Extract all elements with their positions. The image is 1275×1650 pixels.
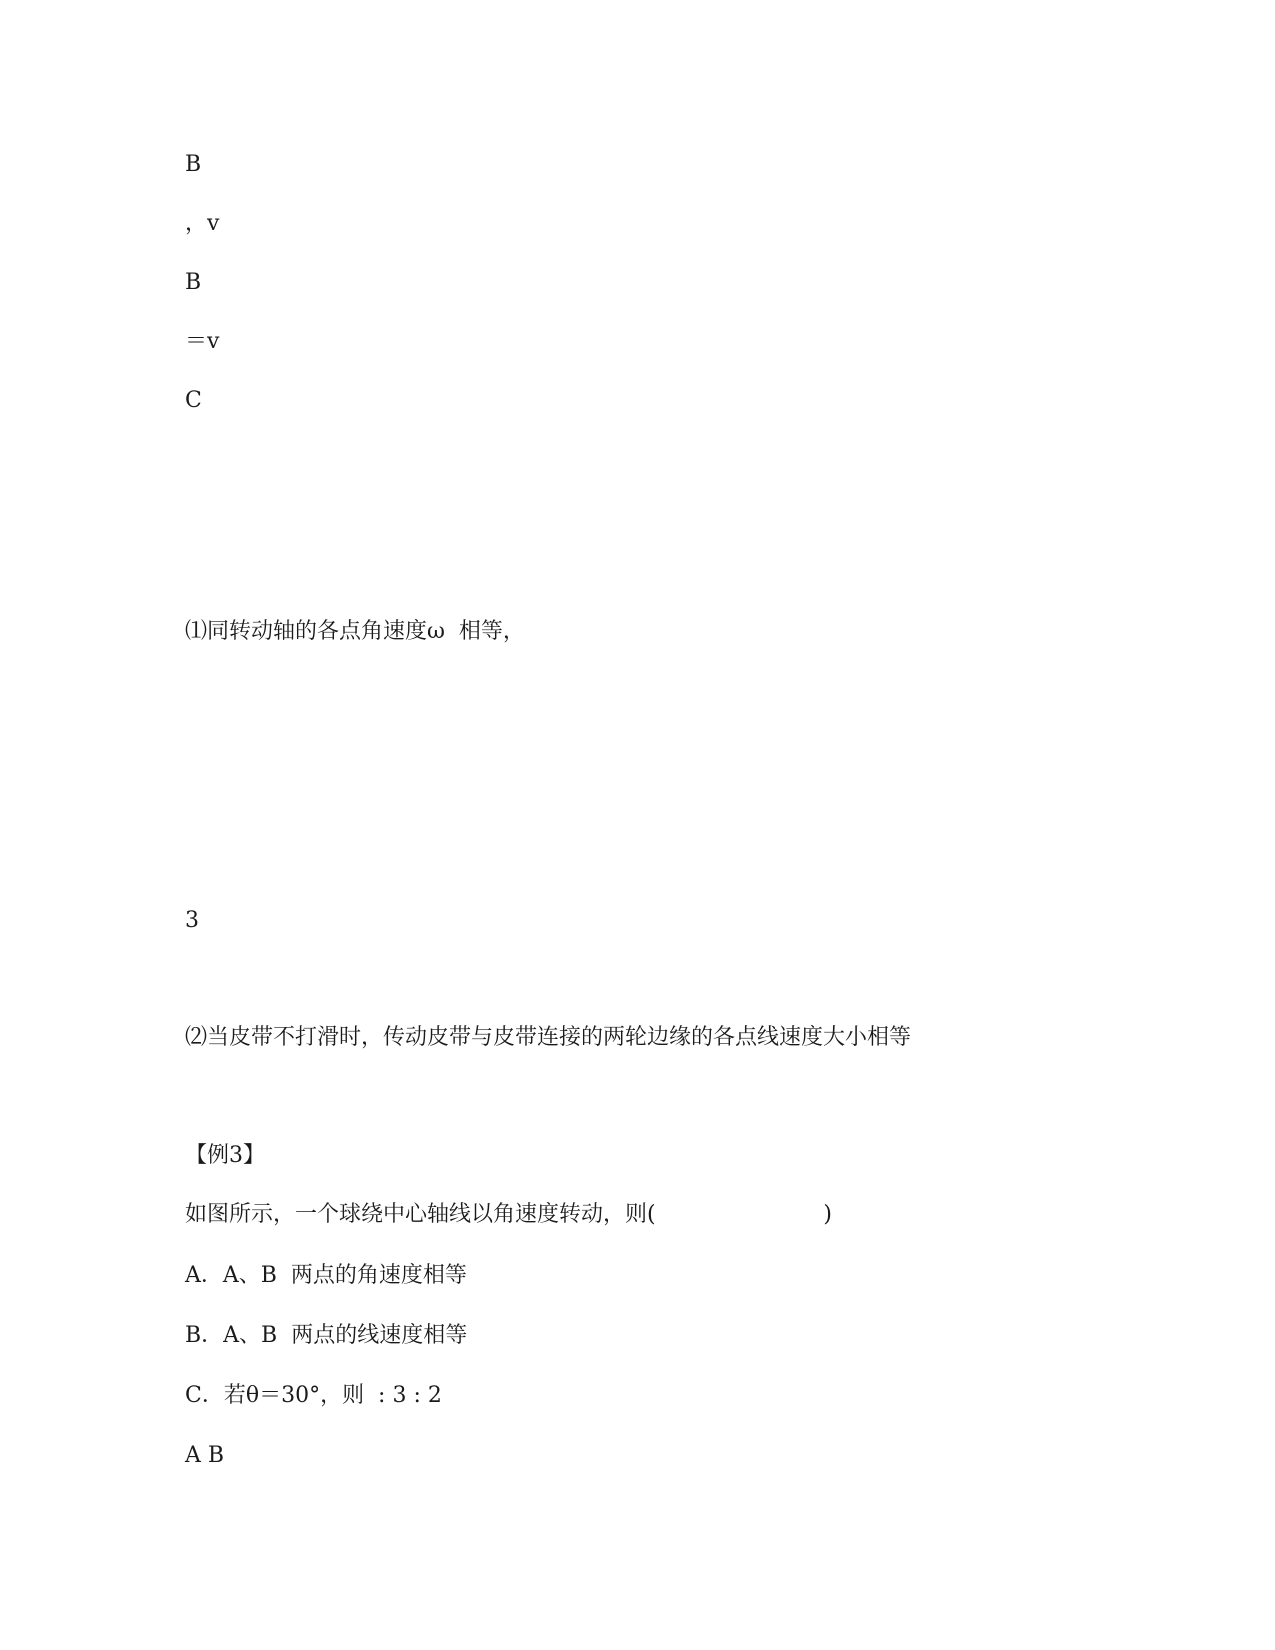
point-2-belt: ⑵当皮带不打滑时，传动皮带与皮带连接的两轮边缘的各点线速度大小相等 — [185, 1025, 912, 1050]
text-line-c: C — [185, 388, 202, 413]
example-heading: 【例3】 — [185, 1143, 265, 1168]
text-line-b-2: B — [185, 270, 202, 295]
option-c: C．若θ＝30°，则 : 3 : 2 — [185, 1383, 442, 1408]
text-line-equals-v: ＝v — [185, 329, 220, 354]
option-a: A．A、B 两点的角速度相等 — [185, 1263, 467, 1288]
text-line-comma-v: ，v — [185, 211, 220, 236]
text-line-ab: A B — [185, 1443, 225, 1468]
text-line-b-1: B — [185, 152, 202, 177]
point-1-same-axis: ⑴同转动轴的各点角速度ω 相等， — [185, 619, 525, 644]
option-b: B．A、B 两点的线速度相等 — [185, 1323, 468, 1348]
question-stem: 如图所示，一个球绕中心轴线以角速度转动，则( ) — [185, 1202, 833, 1227]
text-line-3: 3 — [185, 908, 199, 933]
